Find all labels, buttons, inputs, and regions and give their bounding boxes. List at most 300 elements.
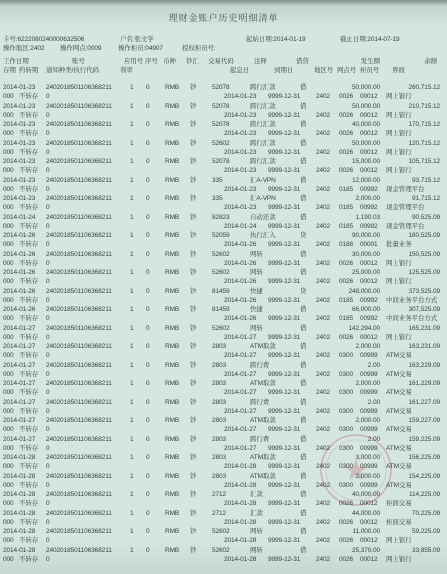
area-code: 2402 <box>316 500 331 507</box>
authorizing-teller: 授权柜员号: <box>182 45 216 52</box>
transaction-note: 跨行汇款 <box>250 139 276 147</box>
deposit-term: 000 <box>3 185 14 193</box>
branch-code: 0185 <box>339 315 354 322</box>
transaction-note: 跨行汇款 <box>250 121 276 128</box>
channel: ATM交易 <box>386 352 412 359</box>
sequence-number: 0 <box>146 121 150 128</box>
area-code: 2402 <box>316 352 331 359</box>
cash-remit-flag: 钞 <box>190 509 197 517</box>
balance: 163,229.09 <box>408 361 440 369</box>
rollover-flag: 不转存 <box>19 111 39 119</box>
value-date: 2014-01-23 <box>224 111 257 119</box>
account-number: 2402018501106368211 <box>46 195 112 202</box>
currency: RMB <box>165 213 180 221</box>
balance: 161,229.09 <box>408 380 440 387</box>
transaction-code: 2803 <box>212 343 227 350</box>
value-date: 2014-01-23 <box>224 148 257 156</box>
transaction-amount: 50,000.00 <box>351 102 380 110</box>
teller-id: 00999 <box>360 444 378 452</box>
channel: 网上银行 <box>386 93 412 100</box>
start-date: 起始日期:2014-01-19 <box>246 36 306 43</box>
application-number: 1 <box>130 102 134 110</box>
teller-id: 00999 <box>360 389 378 396</box>
transaction-row <box>0 436 447 454</box>
column-header-teller: 柜员号 <box>360 67 380 74</box>
transaction-code: 2803 <box>212 398 227 406</box>
branch-code: 0185 <box>339 222 354 230</box>
work-date: 2014-01-26 <box>3 287 36 295</box>
currency: RMB <box>165 306 180 313</box>
cash-remit-flag: 钞 <box>190 195 197 202</box>
sequence-number: 0 <box>146 306 150 313</box>
cash-remit-flag: 钞 <box>190 158 197 165</box>
notice-type: 0 <box>46 333 50 341</box>
deposit-term: 000 <box>3 278 14 285</box>
balance: 159,227.09 <box>408 417 440 424</box>
transaction-code: 2803 <box>212 435 227 443</box>
due-date: 9999-12-31 <box>268 426 301 433</box>
due-date: 9999-12-31 <box>268 389 301 396</box>
notice-type: 0 <box>46 296 50 304</box>
channel: 网上银行 <box>386 259 412 267</box>
balance: 150,525.09 <box>408 250 440 258</box>
balance: 260,715.12 <box>408 84 440 91</box>
rollover-flag: 不转存 <box>19 333 39 341</box>
transaction-amount: 2,000.00 <box>355 417 380 424</box>
transaction-amount: 142,294.00 <box>348 324 380 332</box>
value-date: 2014-01-28 <box>224 481 257 489</box>
rollover-flag: 不转存 <box>19 407 39 415</box>
column-header-channel: 界面 <box>392 67 405 74</box>
transaction-note: 自动还款 <box>250 213 276 221</box>
notice-type: 0 <box>46 222 50 230</box>
channel: 网上银行 <box>386 537 412 544</box>
rollover-flag: 不转存 <box>19 241 39 248</box>
deposit-term: 000 <box>3 148 14 156</box>
debit-credit-flag: 借 <box>300 546 307 554</box>
transaction-row <box>0 417 447 435</box>
rollover-flag: 不转存 <box>19 185 39 193</box>
debit-credit-flag: 借 <box>300 84 307 91</box>
account-number: 2402018501106368211 <box>46 324 112 332</box>
value-date: 2014-01-27 <box>224 370 257 378</box>
balance: 90,525.09 <box>411 213 440 221</box>
application-number: 1 <box>130 121 134 128</box>
application-number: 1 <box>130 528 134 535</box>
cash-remit-flag: 钞 <box>190 139 197 147</box>
application-number: 1 <box>130 454 134 461</box>
debit-credit-flag: 借 <box>300 398 307 406</box>
balance: 33,855.09 <box>411 546 440 554</box>
account-number: 2402018501106368211 <box>46 287 112 295</box>
cash-remit-flag: 钞 <box>190 343 197 350</box>
due-date: 9999-12-31 <box>268 148 301 156</box>
sequence-number: 0 <box>146 287 150 295</box>
transaction-note: 跨行汇款 <box>250 158 276 165</box>
rollover-flag: 不转存 <box>19 222 39 230</box>
cash-remit-flag: 钞 <box>190 287 197 295</box>
work-date: 2014-01-24 <box>3 213 36 221</box>
deposit-term: 000 <box>3 389 14 396</box>
transaction-amount: 50,000.00 <box>351 84 380 91</box>
application-number: 1 <box>130 250 134 258</box>
debit-credit-flag: 借 <box>300 343 307 350</box>
transaction-note: 汇款 <box>250 509 263 517</box>
transaction-code: 52602 <box>212 324 230 332</box>
value-date: 2014-01-23 <box>224 185 257 193</box>
branch-code: 0188 <box>339 241 354 248</box>
currency: RMB <box>165 195 180 202</box>
currency: RMB <box>165 84 180 91</box>
teller-id: 00012 <box>360 555 378 563</box>
account-number: 2402018501106368211 <box>46 343 112 350</box>
transaction-row <box>0 491 447 509</box>
value-date: 2014-01-26 <box>224 259 257 267</box>
sequence-number: 0 <box>146 324 150 332</box>
transaction-amount: 25,370.00 <box>351 546 380 554</box>
channel: 网上银行 <box>386 148 412 156</box>
account-number: 2402018501106368211 <box>46 102 112 110</box>
transaction-note: ATM取款 <box>250 380 276 387</box>
debit-credit-flag: 借 <box>300 306 307 313</box>
branch-code: 0026 <box>339 167 354 174</box>
area-code: 2402 <box>316 315 331 322</box>
area-code: 2402 <box>316 537 331 544</box>
currency: RMB <box>165 324 180 332</box>
transaction-row <box>0 547 447 565</box>
notice-type: 0 <box>46 93 50 100</box>
transaction-amount: 2.00 <box>367 398 380 406</box>
work-date: 2014-01-26 <box>3 306 36 313</box>
cash-remit-flag: 钞 <box>190 361 197 369</box>
column-header-work-date: 工作日期 <box>3 58 29 65</box>
rollover-flag: 不转存 <box>19 537 39 544</box>
value-date: 2014-01-28 <box>224 500 257 507</box>
transaction-row <box>0 288 447 306</box>
balance: 165,231.09 <box>408 324 440 332</box>
transaction-code: 52078 <box>212 158 230 165</box>
work-date: 2014-01-28 <box>3 472 36 480</box>
branch-code: 0026 <box>339 333 354 341</box>
balance: 105,715.12 <box>408 158 440 165</box>
branch-code: 0300 <box>339 407 354 415</box>
notice-type: 0 <box>46 555 50 563</box>
sequence-number: 0 <box>146 435 150 443</box>
debit-credit-flag: 借 <box>300 102 307 110</box>
cash-remit-flag: 钞 <box>190 176 197 184</box>
card-number: 卡号:6222080240000632506 <box>3 36 85 43</box>
work-date: 2014-01-27 <box>3 380 36 387</box>
branch-code: 0026 <box>339 93 354 100</box>
sequence-number: 0 <box>146 176 150 184</box>
notice-type: 0 <box>46 444 50 452</box>
area-code: 2402 <box>316 444 331 452</box>
cash-remit-flag: 钞 <box>190 250 197 258</box>
value-date: 2014-01-23 <box>224 93 257 100</box>
notice-type: 0 <box>46 259 50 267</box>
column-header-amount: 发生额 <box>360 58 380 65</box>
cash-remit-flag: 钞 <box>190 306 197 313</box>
application-number: 1 <box>130 343 134 350</box>
branch-code: 0026 <box>339 537 354 544</box>
branch-code: 0026 <box>339 500 354 507</box>
balance: 159,225.09 <box>408 435 440 443</box>
account-number: 2402018501106368211 <box>46 158 112 165</box>
rollover-flag: 不转存 <box>19 167 39 174</box>
transaction-amount: 1,190.03 <box>355 213 380 221</box>
debit-credit-flag: 借 <box>300 195 307 202</box>
area-code: 2402 <box>316 93 331 100</box>
notice-type: 0 <box>46 315 50 322</box>
transaction-row <box>0 306 447 324</box>
value-date: 2014-01-23 <box>224 167 257 174</box>
column-header-value-date: 起息日 <box>230 67 250 74</box>
debit-credit-flag: 借 <box>300 139 307 147</box>
teller-id: 00012 <box>360 500 378 507</box>
application-number: 1 <box>130 287 134 295</box>
teller-id: 00999 <box>360 481 378 489</box>
rollover-flag: 不转存 <box>19 148 39 156</box>
transaction-code: 335 <box>212 195 223 202</box>
operator-info-line <box>0 45 447 53</box>
transaction-note: 网转 <box>250 528 263 535</box>
application-number: 1 <box>130 195 134 202</box>
rollover-flag: 不转存 <box>19 370 39 378</box>
deposit-term: 000 <box>3 481 14 489</box>
end-date: 截止日期:2014-07-19 <box>340 36 400 43</box>
area-code: 2402 <box>316 167 331 174</box>
value-date: 2014-01-27 <box>224 389 257 396</box>
teller-id: 00012 <box>360 111 378 119</box>
channel: ATM交易 <box>386 370 412 378</box>
application-number: 1 <box>130 84 134 91</box>
cash-remit-flag: 钞 <box>190 472 197 480</box>
sequence-number: 0 <box>146 84 150 91</box>
transaction-amount: 2.00 <box>367 361 380 369</box>
column-header-cash-remit: 钞汇 <box>186 58 199 65</box>
currency: RMB <box>165 343 180 350</box>
due-date: 9999-12-31 <box>268 463 301 470</box>
transaction-code: 82823 <box>212 213 230 221</box>
sequence-number: 0 <box>146 417 150 424</box>
sequence-number: 0 <box>146 213 150 221</box>
account-number: 2402018501106368211 <box>46 472 112 480</box>
value-date: 2014-01-27 <box>224 444 257 452</box>
deposit-term: 000 <box>3 93 14 100</box>
debit-credit-flag: 借 <box>300 417 307 424</box>
notice-type: 0 <box>46 167 50 174</box>
value-date: 2014-01-26 <box>224 278 257 285</box>
application-number: 1 <box>130 176 134 184</box>
transaction-row <box>0 343 447 361</box>
cash-remit-flag: 钞 <box>190 121 197 128</box>
transaction-note: ATM取款 <box>250 454 276 461</box>
work-date: 2014-01-23 <box>3 158 36 165</box>
area-code: 2402 <box>316 389 331 396</box>
teller-id: 00012 <box>360 278 378 285</box>
work-date: 2014-01-27 <box>3 343 36 350</box>
deposit-term: 000 <box>3 259 14 267</box>
teller-id: 00999 <box>360 407 378 415</box>
deposit-term: 000 <box>3 500 14 507</box>
column-header-due-date: 到期日 <box>274 67 294 74</box>
debit-credit-flag: 借 <box>300 435 307 443</box>
sequence-number: 0 <box>146 139 150 147</box>
sequence-number: 0 <box>146 528 150 535</box>
work-date: 2014-01-23 <box>3 195 36 202</box>
work-date: 2014-01-27 <box>3 435 36 443</box>
value-date: 2014-01-28 <box>224 555 257 563</box>
currency: RMB <box>165 232 180 239</box>
column-header-balance: 余额 <box>424 58 437 65</box>
transaction-code: 2803 <box>212 380 227 387</box>
due-date: 9999-12-31 <box>268 259 301 267</box>
notice-type: 0 <box>46 537 50 544</box>
deposit-term: 000 <box>3 444 14 452</box>
area-code: 2402 <box>316 426 331 433</box>
transaction-code: 52078 <box>212 84 230 91</box>
due-date: 9999-12-31 <box>268 241 301 248</box>
rollover-flag: 不转存 <box>19 518 39 526</box>
channel: ATM交易 <box>386 389 412 396</box>
work-date: 2014-01-28 <box>3 546 36 554</box>
cash-remit-flag: 钞 <box>190 398 197 406</box>
transaction-note: ATM取款 <box>250 417 276 424</box>
transaction-row <box>0 528 447 546</box>
teller-id: 00992 <box>360 185 378 193</box>
transaction-note: 汇A-VPN <box>250 195 276 202</box>
operation-branch: 操作网点:0009 <box>60 45 102 52</box>
channel: 网上银行 <box>386 130 412 137</box>
transaction-code: 2803 <box>212 454 227 461</box>
currency: RMB <box>165 546 180 554</box>
cash-remit-flag: 钞 <box>190 435 197 443</box>
branch-code: 0300 <box>339 352 354 359</box>
transaction-amount: 50,000.00 <box>351 139 380 147</box>
currency: RMB <box>165 176 180 184</box>
area-code: 2402 <box>316 481 331 489</box>
currency: RMB <box>165 121 180 128</box>
transaction-amount: 66,000.00 <box>351 306 380 313</box>
branch-code: 0185 <box>339 296 354 304</box>
deposit-term: 000 <box>3 537 14 544</box>
channel: 柜面交易 <box>386 500 412 507</box>
work-date: 2014-01-27 <box>3 417 36 424</box>
notice-type: 0 <box>46 241 50 248</box>
application-number: 1 <box>130 380 134 387</box>
column-header-sequence: 序号 <box>145 58 158 65</box>
transaction-row <box>0 103 447 121</box>
notice-type: 0 <box>46 518 50 526</box>
area-code: 2402 <box>316 204 331 211</box>
account-number: 2402018501106368211 <box>46 454 112 461</box>
account-number: 2402018501106368211 <box>46 269 112 276</box>
account-holder: 户名:张文学 <box>120 36 154 43</box>
due-date: 9999-12-31 <box>268 222 301 230</box>
channel: 中间业务平台方式 <box>386 315 438 322</box>
due-date: 9999-12-31 <box>268 315 301 322</box>
rollover-flag: 不转存 <box>19 93 39 100</box>
rollover-flag: 不转存 <box>19 389 39 396</box>
sequence-number: 0 <box>146 269 150 276</box>
application-number: 1 <box>130 139 134 147</box>
due-date: 9999-12-31 <box>268 278 301 285</box>
sequence-number: 0 <box>146 195 150 202</box>
channel: 网上银行 <box>386 111 412 119</box>
transaction-code: 335 <box>212 176 223 184</box>
account-number: 2402018501106368211 <box>46 380 112 387</box>
account-number: 2402018501106368211 <box>46 306 112 313</box>
transaction-note: 网转 <box>250 269 263 276</box>
cash-remit-flag: 钞 <box>190 324 197 332</box>
transaction-row <box>0 232 447 250</box>
branch-code: 0026 <box>339 111 354 119</box>
channel: 柜面交易 <box>386 518 412 526</box>
application-number: 1 <box>130 269 134 276</box>
work-date: 2014-01-26 <box>3 232 36 239</box>
balance: 161,227.09 <box>408 398 440 406</box>
due-date: 9999-12-31 <box>268 111 301 119</box>
account-number: 2402018501106368211 <box>46 139 112 147</box>
value-date: 2014-01-26 <box>224 315 257 322</box>
column-header-account: 账号 <box>72 58 85 65</box>
transaction-amount: 40,000.00 <box>351 491 380 498</box>
transaction-amount: 15,000.00 <box>351 158 380 165</box>
transaction-code: 52602 <box>212 269 230 276</box>
debit-credit-flag: 借 <box>300 509 307 517</box>
value-date: 2014-01-28 <box>224 537 257 544</box>
teller-id: 00999 <box>360 370 378 378</box>
deposit-term: 000 <box>3 407 14 415</box>
transaction-amount: 2,000.00 <box>355 380 380 387</box>
transaction-code: 81459 <box>212 306 230 313</box>
column-header-area: 地区号 <box>314 67 334 74</box>
area-code: 2402 <box>316 241 331 248</box>
transaction-note: 网转 <box>250 546 263 554</box>
currency: RMB <box>165 102 180 110</box>
column-header-rate: 利率 <box>120 67 133 74</box>
sequence-number: 0 <box>146 380 150 387</box>
currency: RMB <box>165 250 180 258</box>
notice-type: 0 <box>46 500 50 507</box>
notice-type: 0 <box>46 130 50 137</box>
account-number: 2402018501106368211 <box>46 546 112 554</box>
transaction-code: 52602 <box>212 250 230 258</box>
notice-type: 0 <box>46 389 50 396</box>
transaction-note: 汇A-VPN <box>250 176 276 184</box>
debit-credit-flag: 借 <box>300 269 307 276</box>
currency: RMB <box>165 435 180 443</box>
deposit-term: 000 <box>3 426 14 433</box>
rollover-flag: 不转存 <box>19 444 39 452</box>
transaction-amount: 248,000.00 <box>348 287 380 295</box>
transaction-note: ATM取款 <box>250 472 276 480</box>
cash-remit-flag: 钞 <box>190 102 197 110</box>
balance: 373,525.09 <box>408 287 440 295</box>
debit-credit-flag: 借 <box>300 324 307 332</box>
branch-code: 0026 <box>339 259 354 267</box>
transaction-row <box>0 195 447 213</box>
application-number: 1 <box>130 417 134 424</box>
notice-type: 0 <box>46 463 50 470</box>
due-date: 9999-12-31 <box>268 167 301 174</box>
currency: RMB <box>165 380 180 387</box>
balance: 156,225.09 <box>408 454 440 461</box>
transaction-row <box>0 380 447 398</box>
application-number: 1 <box>130 324 134 332</box>
transaction-code: 52602 <box>212 546 230 554</box>
application-number: 1 <box>130 158 134 165</box>
